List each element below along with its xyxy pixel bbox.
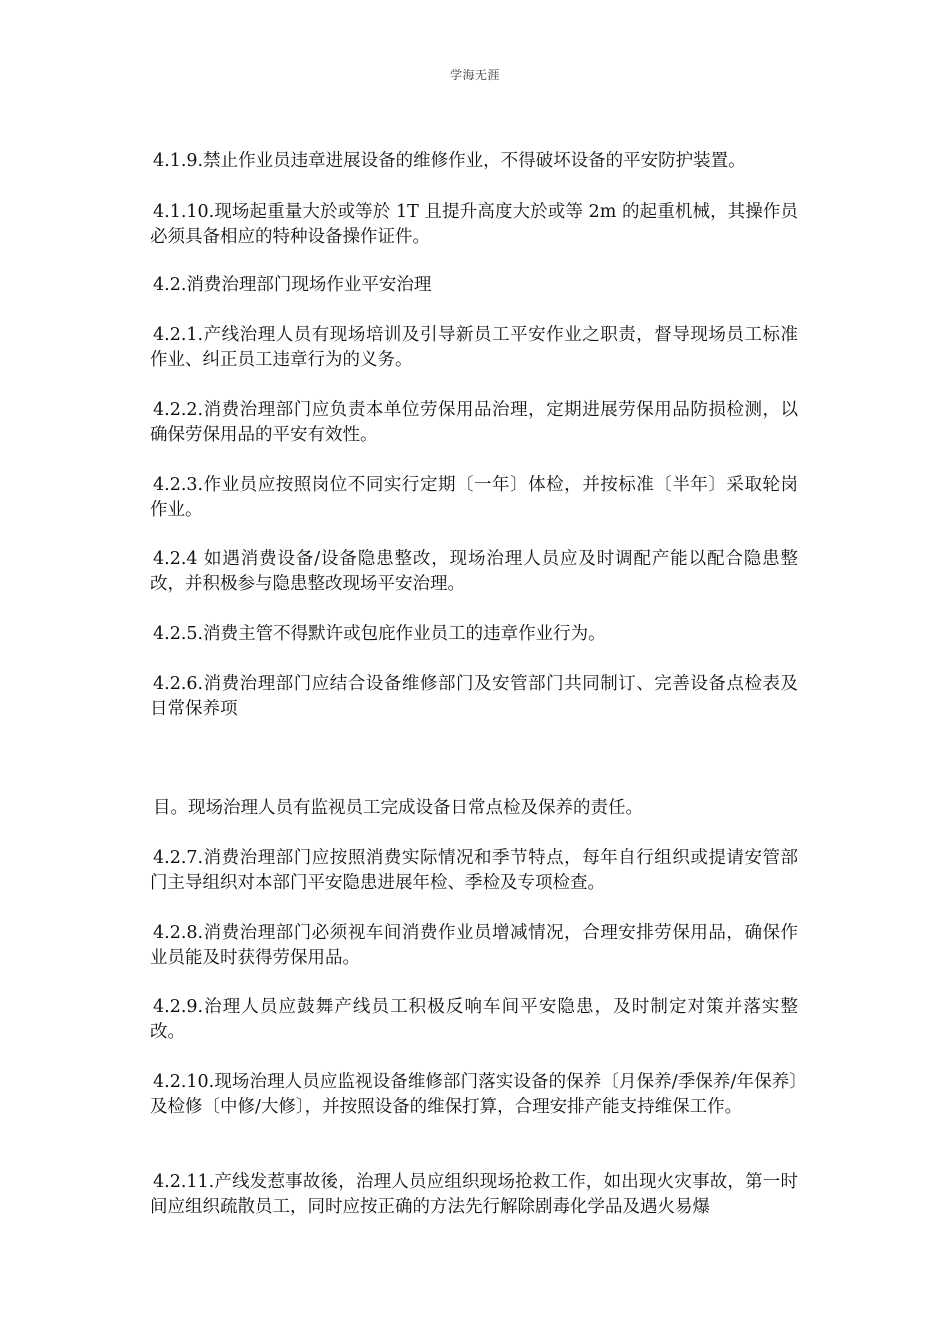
paragraph-4-2-6: 4.2.6.消费治理部门应结合设备维修部门及安管部门共同制订、完善设备点检表及日常保养项 (150, 674, 798, 719)
paragraph-4-1-10: 4.1.10.现场起重量大於或等於 1T 且提升高度大於或等 2m 的起重机械，其操作员必须具备相应的特种设备操作证件。 (150, 202, 798, 247)
paragraph-4-2-6-continued: 目。现场治理人员有监视员工完成设备日常点检及保养的责任。 (153, 798, 643, 818)
paragraph-4-2-10: 4.2.10.现场治理人员应监视设备维修部门落实设备的保养〔月保养/季保养/年保养〕及检修〔中修/大修〕，并按照设备的维保打算，合理安排产能支持维保工作。 (150, 1072, 798, 1117)
page-header: 学海无涯 (449, 68, 500, 82)
paragraph-4-2-2: 4.2.2.消费治理部门应负责本单位劳保用品治理，定期进展劳保用品防损检测，以确保劳保用品的平安有效性。 (150, 400, 798, 445)
paragraph-4-2-1: 4.2.1.产线治理人员有现场培训及引导新员工平安作业之职责，督导现场员工标准作业、纠正员工违章行为的义务。 (150, 325, 798, 370)
paragraph-4-2-9: 4.2.9.治理人员应鼓舞产线员工积极反响车间平安隐患，及时制定对策并落实整改。 (150, 997, 798, 1042)
paragraph-4-2-8: 4.2.8.消费治理部门必须视车间消费作业员增减情况，合理安排劳保用品，确保作业员能及时获得劳保用品。 (150, 923, 798, 968)
paragraph-4-2-4: 4.2.4 如遇消费设备/设备隐患整改，现场治理人员应及时调配产能以配合隐患整改，并积极参与隐患整改现场平安治理。 (150, 549, 798, 594)
paragraph-4-2-5: 4.2.5.消费主管不得默许或包庇作业员工的违章作业行为。 (153, 624, 606, 644)
paragraph-4-2-3: 4.2.3.作业员应按照岗位不同实行定期〔一年〕体检，并按标准〔半年〕采取轮岗作业。 (150, 475, 798, 520)
paragraph-4-2-7: 4.2.7.消费治理部门应按照消费实际情况和季节特点，每年自行组织或提请安管部门主导组织对本部门平安隐患进展年检、季检及专项检查。 (150, 848, 798, 893)
section-heading-4-2: 4.2.消费治理部门现场作业平安治理 (153, 275, 432, 295)
paragraph-4-1-9: 4.1.9.禁止作业员违章进展设备的维修作业，不得破坏设备的平安防护装置。 (153, 151, 746, 171)
paragraph-4-2-11: 4.2.11.产线发惹事故後，治理人员应组织现场抢救工作，如出现火灾事故，第一时间应组织疏散员工，同时应按正确的方法先行解除剧毒化学品及遇火易爆 (150, 1172, 798, 1217)
